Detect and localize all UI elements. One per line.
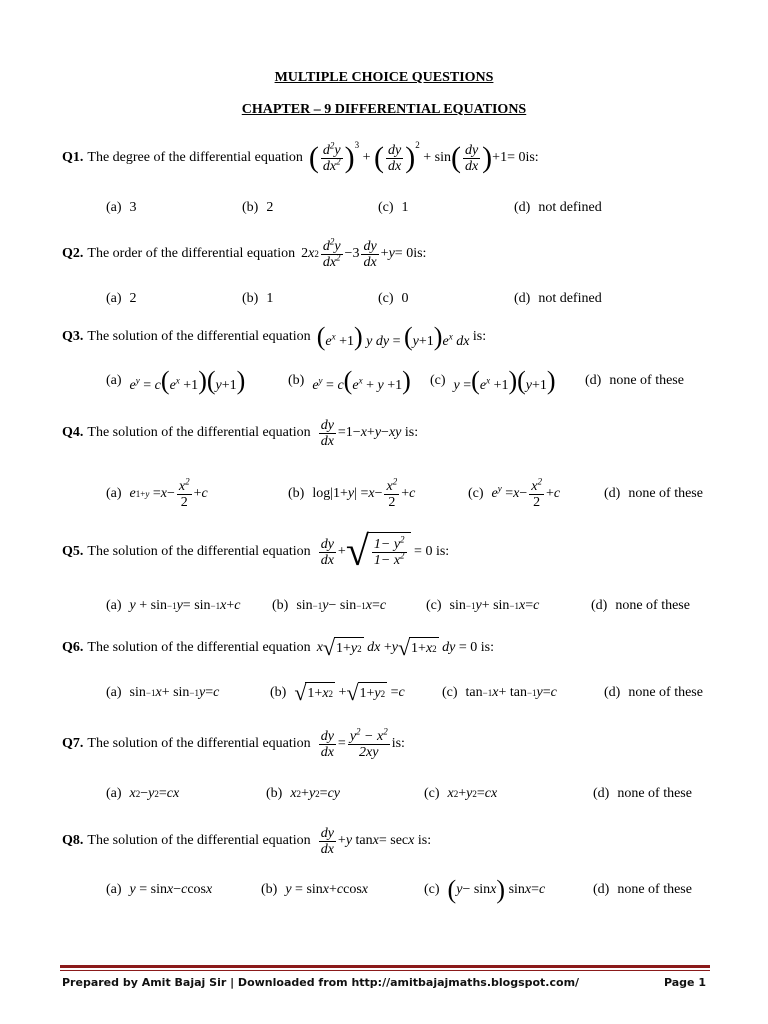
chapter-title: CHAPTER – 9 DIFFERENTIAL EQUATIONS <box>241 102 527 117</box>
option-a[interactable]: (a) 2 <box>106 291 137 306</box>
option-b[interactable]: (b) 1 <box>242 291 274 306</box>
option-b[interactable]: (b) log|1+ y | = x − $x^2$ 2 + c <box>288 475 416 510</box>
equation: x √ 1+ y 2 dx + y √ 1+ x 2 dy = 0 <box>316 635 478 660</box>
option-a[interactable]: (a) y = sin x − c cos x <box>106 882 213 897</box>
option-d[interactable]: (d) none of these <box>593 882 692 897</box>
option-c[interactable]: (c) 1 <box>378 200 409 215</box>
option-d[interactable]: (d) none of these <box>591 598 690 613</box>
options-q1 <box>106 194 748 222</box>
option-b[interactable]: (b) sin −1 y − sin −1 x = c <box>272 598 387 613</box>
option-c[interactable]: (c) $y =(e^x +1)(y+1)$ <box>430 366 556 395</box>
option-b[interactable]: (b) √ 1+ x 2 + √ 1+ y 2 = c <box>270 680 405 705</box>
question-text: The solution of the differential equation <box>87 736 311 751</box>
equation: dy dx = $y^2 - x^2$ 2xy <box>320 725 388 760</box>
question-tail: is: <box>417 833 432 848</box>
options-q8 <box>106 876 748 904</box>
question-8 <box>62 822 738 860</box>
question-tail: is: <box>525 150 539 165</box>
question-text: The solution of the differential equation <box>87 425 311 440</box>
question-number: Q2. <box>62 246 84 261</box>
footer-credit: Prepared by Amit Bajaj Sir | Downloaded from http://amitbajajmaths.blogspot.com/ <box>62 976 580 989</box>
question-number: Q5. <box>62 544 84 559</box>
equation: 2 x 2 $d^2y$ $dx^2$ −3 dy dx + y = 0 <box>301 235 414 270</box>
option-c[interactable]: (c) sin −1 y + sin −1 x = c <box>426 598 540 613</box>
question-number: Q1. <box>62 150 84 165</box>
options-q6 <box>106 679 748 707</box>
option-c[interactable]: (c) tan −1 x + tan −1 y = c <box>442 685 557 700</box>
option-d[interactable]: (d) none of these <box>604 486 703 501</box>
option-a[interactable]: (a) y + sin −1 y = sin −1 x + c <box>106 598 241 613</box>
question-text: The degree of the differential equation <box>87 150 303 165</box>
question-text: The solution of the differential equation <box>87 544 311 559</box>
option-b[interactable]: (b) $e^y = c(e^x + y +1)$ <box>288 366 411 395</box>
option-b[interactable]: (b) x 2 + y 2 = cy <box>266 786 341 801</box>
question-number: Q7. <box>62 736 84 751</box>
question-number: Q8. <box>62 833 84 848</box>
option-d[interactable]: (d) not defined <box>514 291 602 306</box>
option-d[interactable]: (d) none of these <box>593 786 692 801</box>
option-a[interactable]: (a) sin −1 x + sin −1 y = c <box>106 685 220 700</box>
option-c[interactable]: (c) 0 <box>378 291 409 306</box>
question-text: The solution of the differential equation <box>87 329 311 344</box>
footer-rule <box>60 965 710 968</box>
question-6 <box>62 635 738 661</box>
equation: dy dx + √ $1- y^2$ $1- x^2$ = 0 <box>320 529 433 575</box>
options-q2 <box>106 285 748 313</box>
equation: $(e^x +1)$ y dy = $(y+1)e^x$ dx <box>316 322 470 351</box>
question-3 <box>62 324 738 350</box>
option-b[interactable]: (b) y = sin x + c cos x <box>261 882 369 897</box>
question-1 <box>62 138 738 178</box>
option-a[interactable]: (a) x 2 − y 2 = cx <box>106 786 180 801</box>
question-tail: is: <box>472 329 487 344</box>
question-tail: is: <box>391 736 405 751</box>
question-number: Q3. <box>62 329 84 344</box>
equation: ( $d^2y$ $dx^2$ ) 3 + ( dy dx ) 2 + sin ( dy dx ) +1= 0 <box>308 139 526 174</box>
question-tail: is: <box>480 640 495 655</box>
question-text: The order of the differential equation <box>87 246 296 261</box>
question-tail: is: <box>404 425 419 440</box>
equation: dy dx =1− x + y − xy <box>320 417 402 449</box>
option-a[interactable]: (a) 3 <box>106 200 137 215</box>
question-tail: is: <box>413 246 427 261</box>
question-text: The solution of the differential equation <box>87 833 311 848</box>
question-number: Q4. <box>62 425 84 440</box>
option-a[interactable]: (a) $e^y = c(e^x +1)(y+1)$ <box>106 366 246 395</box>
equation: dy dx + y tan x = sec x <box>320 825 415 857</box>
question-tail: is: <box>435 544 450 559</box>
options-q4 <box>106 476 748 512</box>
question-4 <box>62 414 738 452</box>
option-c[interactable]: (c) ( y − sin x ) sin x = c <box>424 875 546 904</box>
option-d[interactable]: (d) none of these <box>604 685 703 700</box>
page-title: MULTIPLE CHOICE QUESTIONS <box>274 70 494 85</box>
options-q5 <box>106 592 748 620</box>
footer-rule-thin <box>60 970 710 971</box>
options-q7 <box>106 780 748 808</box>
question-number: Q6. <box>62 640 84 655</box>
page-number: Page 1 <box>663 976 706 989</box>
option-a[interactable]: (a) e 1+y = x − $x^2$ 2 + c <box>106 475 208 510</box>
options-q3 <box>106 367 748 395</box>
option-c[interactable]: (c) x 2 + y 2 = cx <box>424 786 498 801</box>
question-5 <box>62 530 738 574</box>
option-c[interactable]: (c) $e^y$ = x − $x^2$ 2 + c <box>468 475 561 510</box>
option-d[interactable]: (d) none of these <box>585 373 684 388</box>
option-d[interactable]: (d) not defined <box>514 200 602 215</box>
question-2 <box>62 235 738 273</box>
question-7 <box>62 724 738 764</box>
question-text: The solution of the differential equation <box>87 640 311 655</box>
option-b[interactable]: (b) 2 <box>242 200 274 215</box>
